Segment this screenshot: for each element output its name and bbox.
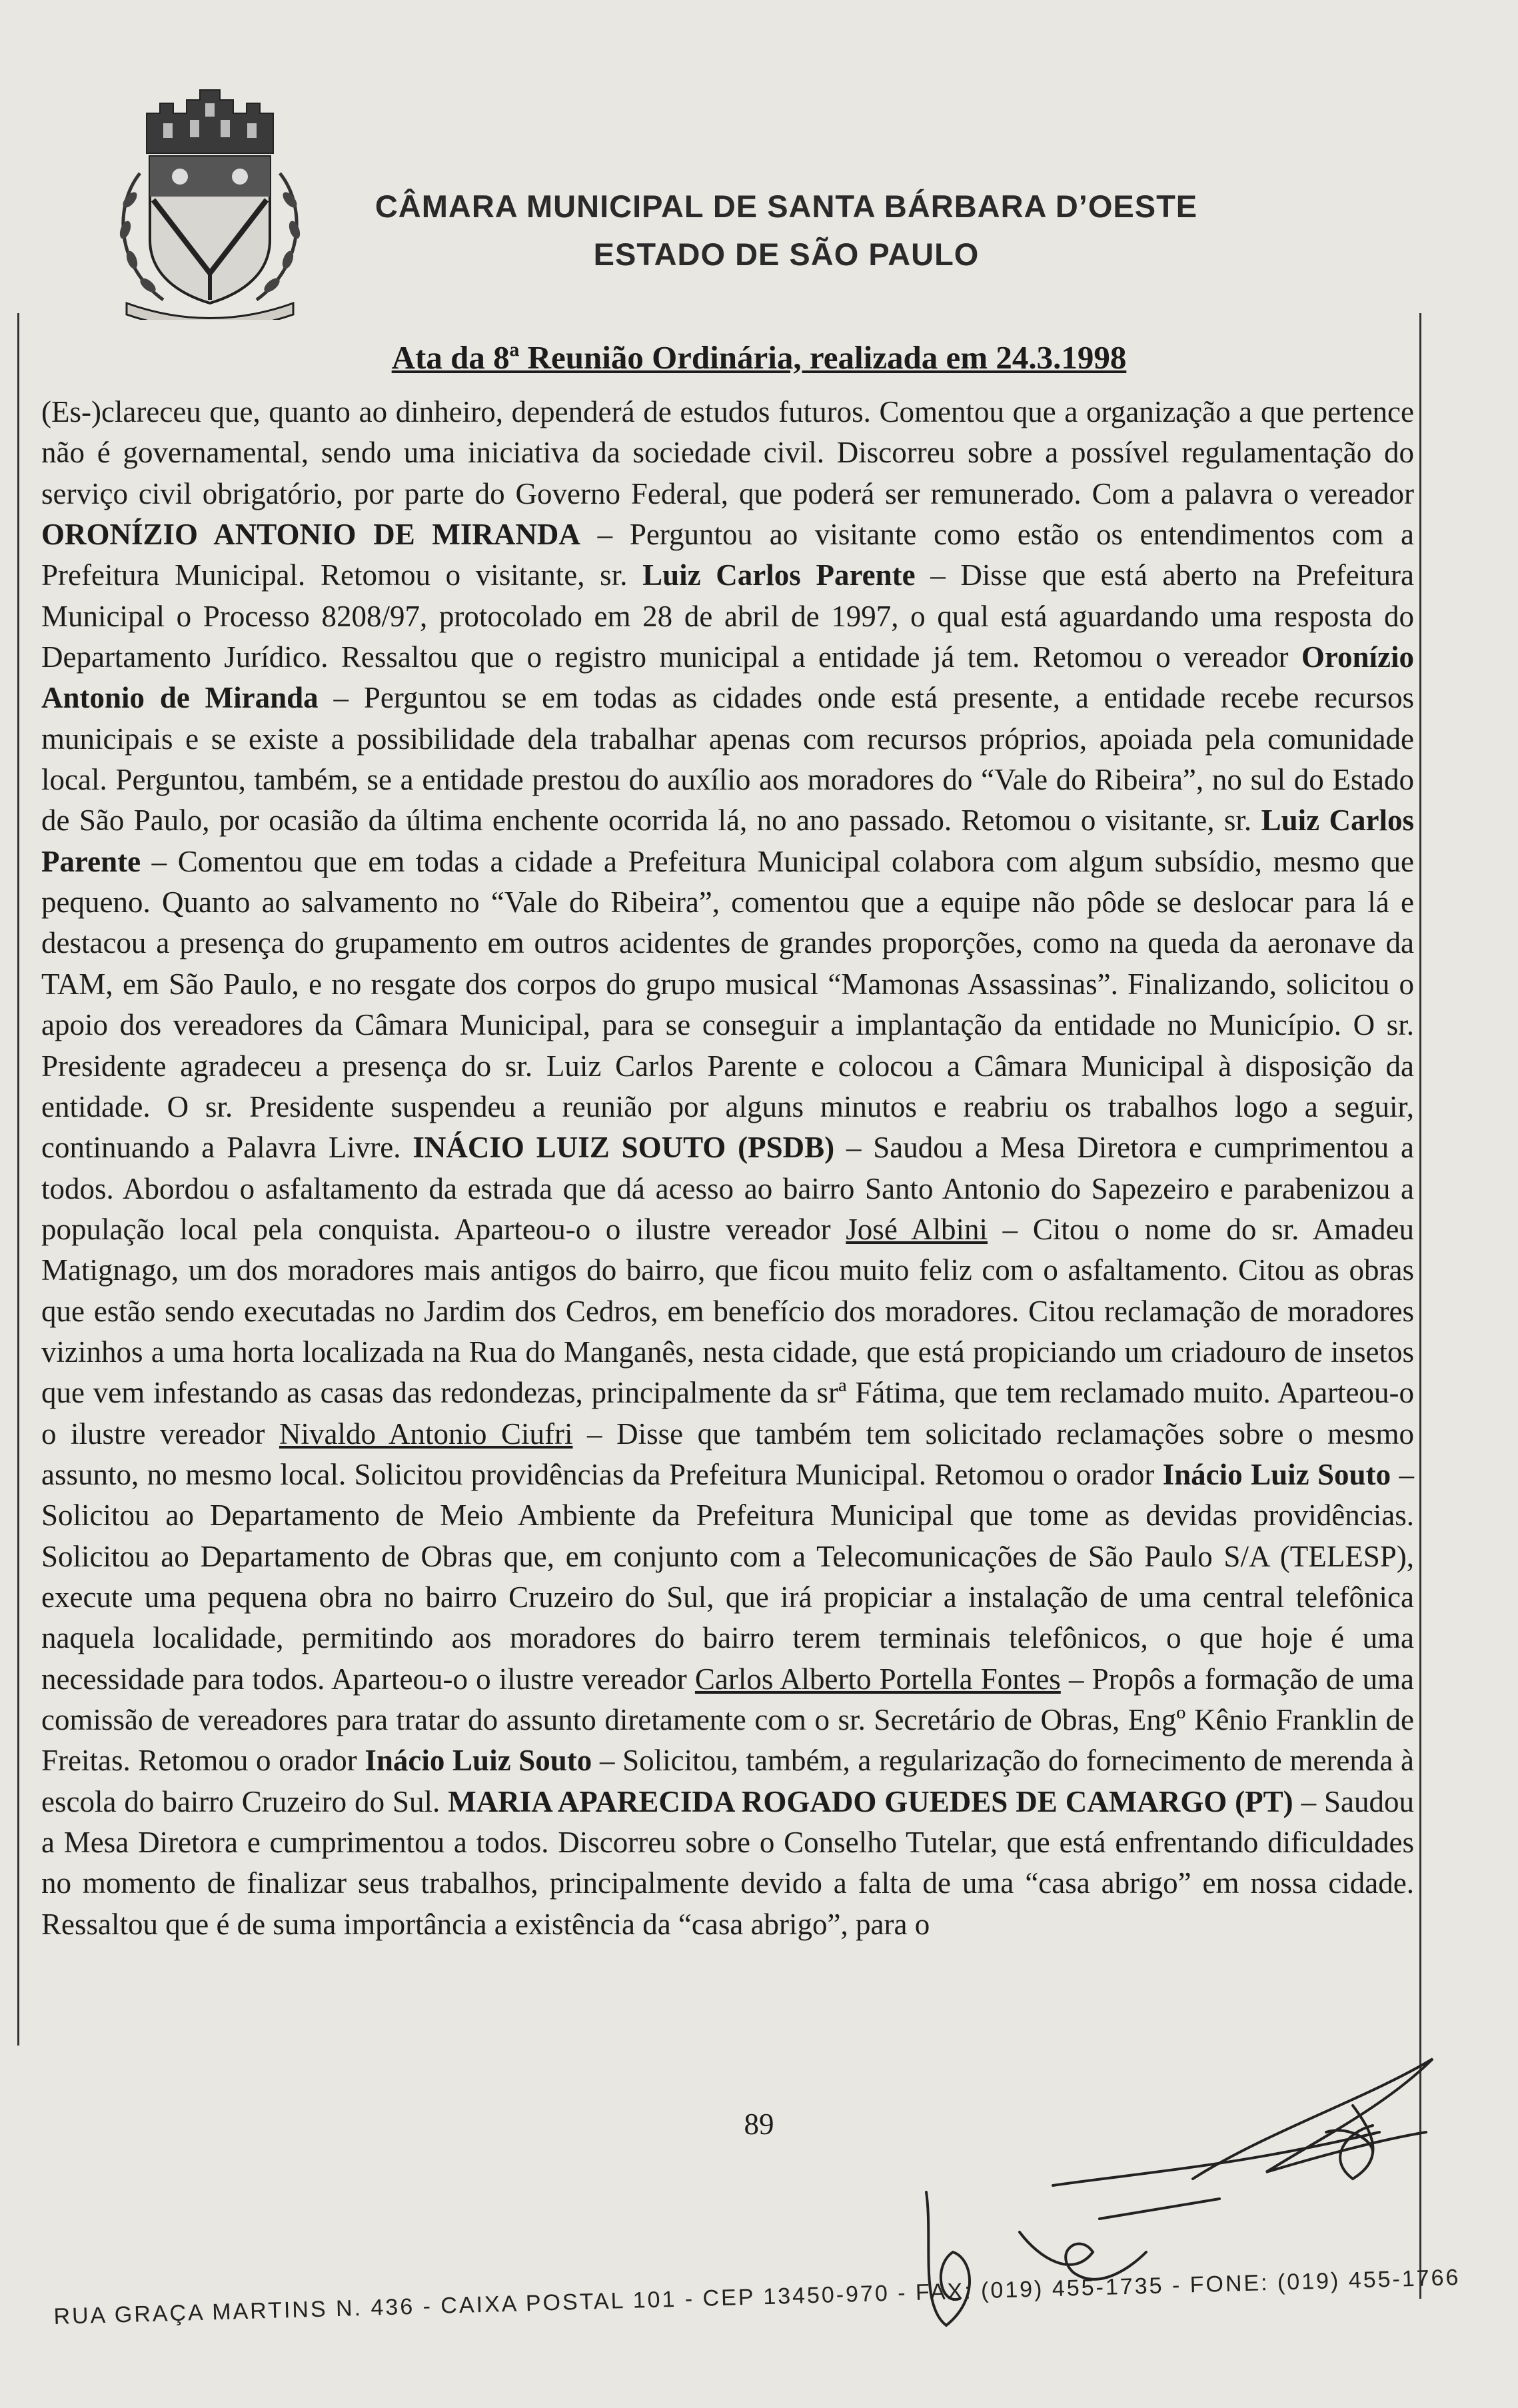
- right-margin-line: [1419, 313, 1421, 2299]
- body-text-segment: – Citou o nome do sr. Amadeu Matignago, um dos moradores mais antigos do bairro, que ficou muito feliz com o asfaltamento. Citou as obras que estão sendo executadas no Jardim dos Cedros, em benefício dos moradores. Citou reclamação de moradores vizinhos a uma horta localizada na Rua do Manganês, nesta cidade, que está propiciando um criadouro de insetos que vem infestando as casas das redondezas, principalmente da srª Fátima, que tem reclamado muito. Aparteou-o o ilustre vereador: [41, 1212, 1414, 1451]
- minutes-title: Ata da 8ª Reunião Ordinária, realizada em 24.3.1998: [391, 339, 1127, 376]
- left-margin-line: [17, 313, 19, 2046]
- body-text-segment: – Perguntou ao visitante como estão os entendimentos com a Prefeitura Municipal. Retomou o visitante, sr.: [41, 518, 1414, 592]
- speaker-name: Luiz Carlos Parente: [642, 558, 916, 592]
- body-text-segment: – Comentou que em todas a cidade a Prefeitura Municipal colabora com algum subsídio, mesmo que pequeno. Quanto ao salvamento no “Vale do Ribeira”, comentou que a equipe não pôde se deslocar para lá e destacou a presença do grupamento em outros acidentes de grandes proporções, como na queda da aeronave da TAM, em São Paulo, e no resgate dos corpos do grupo musical “Mamonas Assassinas”. Finalizando, solicitou o apoio dos vereadores da Câmara Municipal, para se conseguir a implantação da entidade no Município. O sr. Presidente agradeceu a presença do sr. Luiz Carlos Parente e colocou a Câmara Municipal à disposição da entidade. O sr. Presidente suspendeu a reunião por alguns minutos e reabriu os trabalhos logo a seguir, continuando a Palavra Livre.: [41, 844, 1414, 1165]
- body-text-segment: – Saudou a Mesa Diretora e cumprimentou a todos. Abordou o asfaltamento da estrada que dá acesso ao bairro Santo Antonio do Sapezeiro e parabenizou a população local pela conquista. Aparteou-o o ilustre vereador: [41, 1131, 1414, 1246]
- body-text-segment: – Solicitou, também, a regularização do fornecimento de merenda à escola do bairro Cruzeiro do Sul.: [41, 1744, 1414, 1818]
- institution-name: CÂMARA MUNICIPAL DE SANTA BÁRBARA D’OESTE: [375, 189, 1198, 224]
- speaker-name: INÁCIO LUIZ SOUTO (PSDB): [412, 1131, 835, 1165]
- speaker-name: ORONÍZIO ANTONIO DE MIRANDA: [41, 518, 580, 552]
- body-text-segment: (Es-)clareceu que, quanto ao dinheiro, dependerá de estudos futuros. Comentou que a organização a que pertence não é governamental, sendo uma iniciativa da sociedade civil. Discorreu sobre a possível regulamentação do serviço civil obrigatório, por parte do Governo Federal, que poderá ser remunerado. Com a palavra o vereador: [41, 395, 1414, 510]
- speaker-name: Luiz Carlos Parente: [41, 804, 1414, 878]
- minutes-body: [41, 392, 1414, 1945]
- speaker-name: Inácio Luiz Souto: [365, 1744, 592, 1778]
- aparte-name: José Albini: [846, 1212, 988, 1246]
- body-text-segment: – Disse que está aberto na Prefeitura Municipal o Processo 8208/97, protocolado em 28 de abril de 1997, o qual está aguardando uma resposta do Departamento Jurídico. Ressaltou que o registro municipal a entidade já tem. Retomou o vereador: [41, 558, 1415, 674]
- page-number: 89: [744, 2107, 774, 2141]
- speaker-name: Oronízio Antonio de Miranda: [41, 640, 1414, 715]
- body-text-segment: – Perguntou se em todas as cidades onde está presente, a entidade recebe recursos municipais e se existe a possibilidade dela trabalhar apenas com recursos próprios, apoiada pela comunidade local. Perguntou, também, se a entidade prestou do auxílio aos moradores do “Vale do Ribeira”, no sul do Estado de São Paulo, por ocasião da última enchente ocorrida lá, no ano passado. Retomou o visitante, sr.: [41, 681, 1414, 838]
- body-text-segment: – Disse que também tem solicitado reclamações sobre o mesmo assunto, no mesmo local. Solicitou providências da Prefeitura Municipal. Retomou o orador: [41, 1417, 1414, 1491]
- body-text-segment: – Saudou a Mesa Diretora e cumprimentou a todos. Discorreu sobre o Conselho Tutelar, que está enfrentando dificuldades no momento de finalizar seus trabalhos, principalmente devido a falta de uma “casa abrigo” em nossa cidade. Ressaltou que é de suma importância a existência da “casa abrigo”, para o: [41, 1784, 1415, 1941]
- speaker-name: Inácio Luiz Souto: [1162, 1457, 1391, 1491]
- footer-address: RUA GRAÇA MARTINS N. 436 - CAIXA POSTAL 101 - CEP 13450-970 - FAX: (019) 455-1735 - FONE: (019) 455-1766: [53, 2265, 1461, 2329]
- state-name: ESTADO DE SÃO PAULO: [593, 237, 980, 272]
- aparte-name: Nivaldo Antonio Ciufri: [279, 1417, 573, 1451]
- aparte-name: Carlos Alberto Portella Fontes: [694, 1662, 1061, 1696]
- speaker-name: MARIA APARECIDA ROGADO GUEDES DE CAMARGO (PT): [448, 1784, 1293, 1818]
- body-text-segment: – Solicitou ao Departamento de Meio Ambiente da Prefeitura Municipal que tome as devidas providências. Solicitou ao Departamento de Obras que, em conjunto com a Telecomunicações de São Paulo S/A (TELESP), execute uma pequena obra no bairro Cruzeiro do Sul, que irá propiciar a instalação de uma central telefônica naquela localidade, permitindo aos moradores do bairro terem terminais telefônicos, o que hoje é uma necessidade para todos. Aparteou-o o ilustre vereador: [41, 1457, 1415, 1696]
- body-text-segment: – Propôs a formação de uma comissão de vereadores para tratar do assunto diretamente com o sr. Secretário de Obras, Engº Kênio Franklin de Freitas. Retomou o orador: [41, 1662, 1414, 1778]
